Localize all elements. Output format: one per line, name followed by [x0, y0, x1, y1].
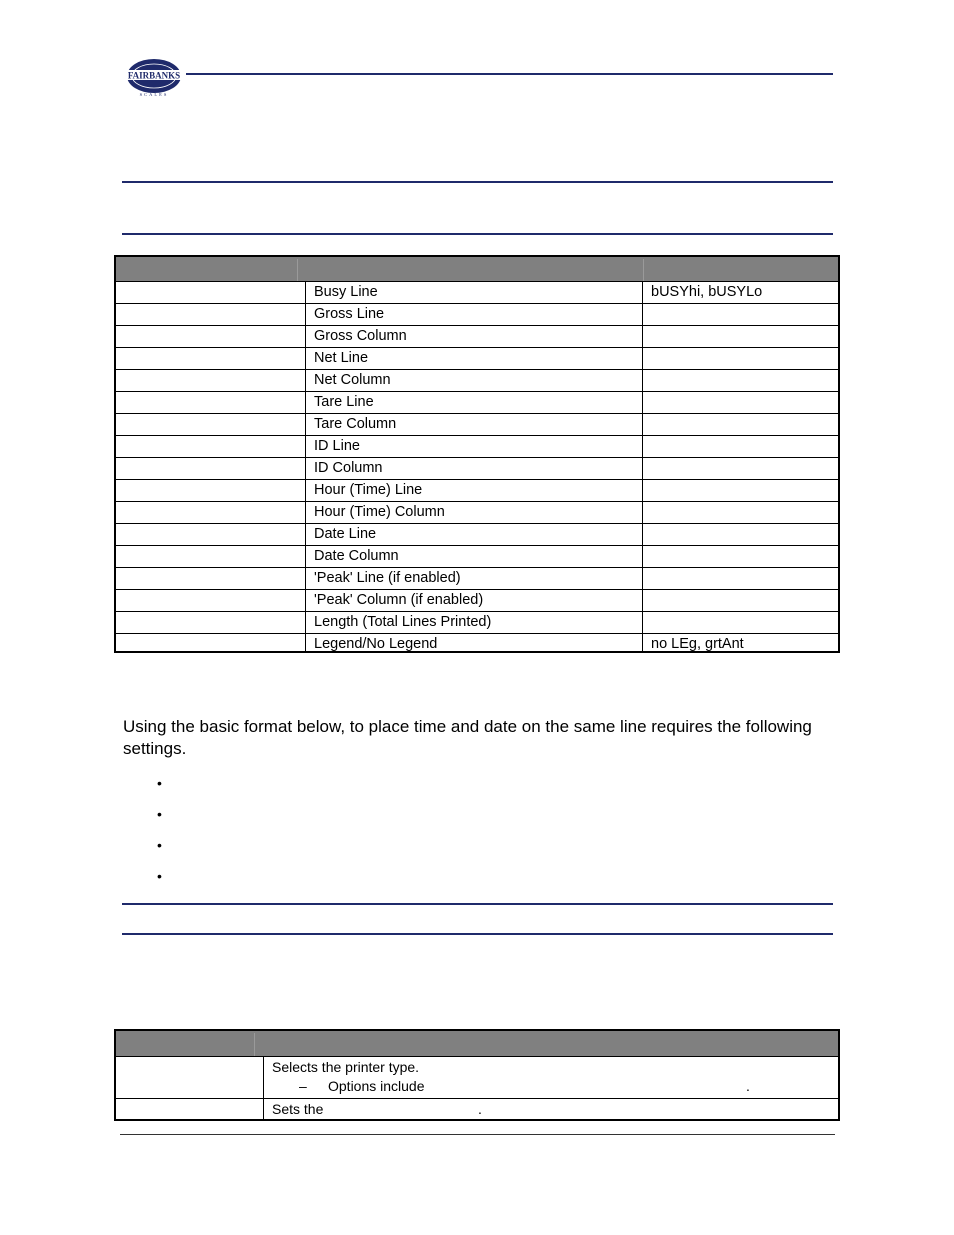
table-cell: Busy Line — [306, 282, 643, 303]
table-cell — [116, 480, 306, 501]
table-cell — [116, 414, 306, 435]
table-row — [116, 523, 838, 545]
table-cell — [643, 612, 838, 633]
table-row — [116, 435, 838, 457]
table-cell: no LEg, grtAnt — [651, 636, 744, 652]
table-cell: ID Column — [306, 458, 643, 479]
table-cell — [116, 524, 306, 545]
table-cell — [643, 392, 838, 413]
table-cell: Gross Line — [306, 304, 643, 325]
table-cell — [116, 590, 306, 611]
table-cell — [643, 304, 838, 325]
table-row — [116, 303, 838, 325]
table-cell — [116, 326, 306, 347]
logo-subtext: SCALES — [139, 92, 169, 97]
table-cell — [643, 436, 838, 457]
section-rule-top — [122, 181, 833, 183]
table-cell — [116, 634, 306, 653]
table-header — [116, 257, 838, 281]
table-cell: Date Column — [306, 546, 643, 567]
table-cell — [643, 590, 838, 611]
bullet-marker: • — [157, 775, 162, 791]
table-row — [116, 281, 838, 303]
table-cell: Legend/No Legend — [306, 634, 643, 653]
table-cell: bUSYhi, bUSYLo — [651, 284, 763, 300]
table-cell — [116, 546, 306, 567]
table-cell: 'Peak' Line (if enabled) — [306, 568, 643, 589]
table-cell — [643, 546, 838, 567]
table-cell: Length (Total Lines Printed) — [306, 612, 643, 633]
table-cell — [116, 1057, 264, 1098]
sets-the-tail: . — [478, 1101, 482, 1117]
table-header — [116, 1031, 838, 1056]
table-row — [116, 589, 838, 611]
table-row — [116, 1056, 838, 1098]
section-rule-bottom — [122, 233, 833, 235]
table-cell — [116, 1099, 264, 1119]
table-cell — [643, 524, 838, 545]
table-row — [116, 369, 838, 391]
dash-marker: – — [299, 1078, 307, 1094]
table-cell — [116, 436, 306, 457]
table-cell: Date Line — [306, 524, 643, 545]
sets-the-desc: Sets the — [272, 1101, 324, 1117]
bullet-marker: • — [157, 837, 162, 853]
table-cell — [643, 348, 838, 369]
section-rule-top-2 — [122, 903, 833, 905]
table-row — [116, 347, 838, 369]
printer-settings-table — [114, 1029, 840, 1121]
logo-text: FAIRBANKS — [127, 70, 181, 81]
table-row — [116, 1098, 838, 1119]
bullet-marker: • — [157, 806, 162, 822]
table-cell — [643, 458, 838, 479]
table-row — [116, 633, 838, 653]
table-row — [116, 391, 838, 413]
table-row — [116, 567, 838, 589]
table-row — [116, 413, 838, 435]
table-cell — [643, 480, 838, 501]
table-cell — [116, 568, 306, 589]
table-cell — [116, 282, 306, 303]
table-row — [116, 457, 838, 479]
table-cell: 'Peak' Column (if enabled) — [306, 590, 643, 611]
table-cell — [643, 326, 838, 347]
table-cell — [116, 348, 306, 369]
options-text: Options include — [328, 1078, 425, 1094]
table-cell — [643, 370, 838, 391]
table-cell: Net Line — [306, 348, 643, 369]
table-cell — [116, 392, 306, 413]
table-row — [116, 545, 838, 567]
section-rule-bottom-2 — [122, 933, 833, 935]
table-row — [116, 479, 838, 501]
table-cell: ID Line — [306, 436, 643, 457]
table-cell: Net Column — [306, 370, 643, 391]
printer-type-desc: Selects the printer type. — [272, 1059, 420, 1075]
table-cell: Tare Line — [306, 392, 643, 413]
table-cell: Hour (Time) Column — [306, 502, 643, 523]
table-row — [116, 325, 838, 347]
table-cell — [116, 304, 306, 325]
table-cell — [116, 612, 306, 633]
table-cell: Gross Column — [306, 326, 643, 347]
table-cell — [116, 458, 306, 479]
print-format-table — [114, 255, 840, 653]
table-cell: Hour (Time) Line — [306, 480, 643, 501]
header-rule — [186, 73, 833, 75]
table-cell — [643, 568, 838, 589]
options-tail: . — [746, 1078, 750, 1094]
table-cell — [116, 370, 306, 391]
bullet-marker: • — [157, 868, 162, 884]
fairbanks-logo — [124, 56, 184, 98]
table-row — [116, 611, 838, 633]
footer-rule — [120, 1134, 835, 1135]
table-row — [116, 501, 838, 523]
table-cell — [643, 502, 838, 523]
table-cell — [116, 502, 306, 523]
table-cell — [643, 414, 838, 435]
body-paragraph: Using the basic format below, to place time and date on the same line requires the following settings. — [123, 717, 812, 758]
table-cell: Tare Column — [306, 414, 643, 435]
